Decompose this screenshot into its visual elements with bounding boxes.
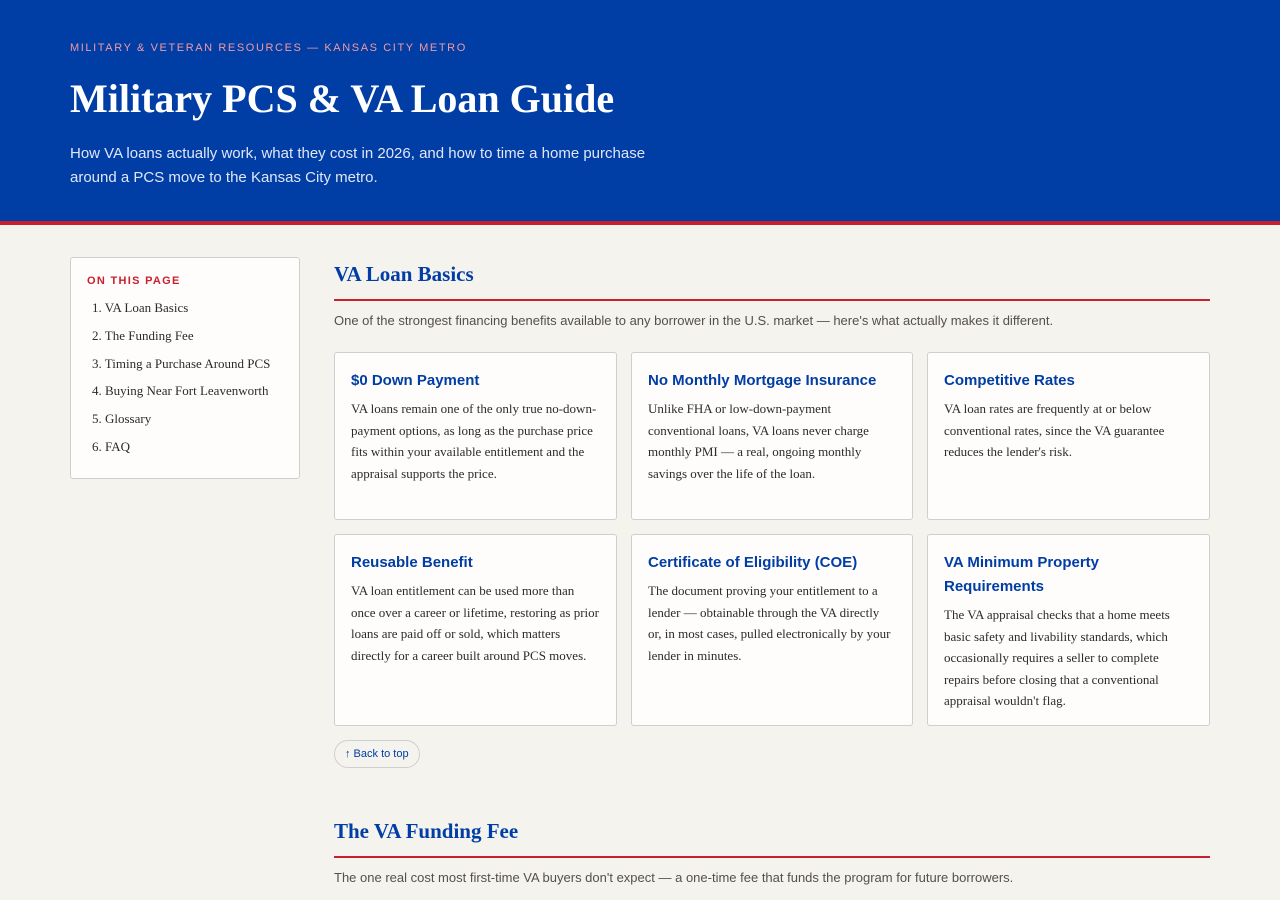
toc-link-timing-pcs[interactable]: 3. Timing a Purchase Around PCS — [92, 355, 271, 371]
section-divider — [334, 299, 1210, 301]
card-no-pmi — [631, 352, 913, 520]
card-body: The VA appraisal checks that a home meets basic safety and livability standards, which occasionally requires a seller to complete repairs before closing that a conventional appraisal wouldn't flag. — [944, 607, 1170, 709]
section-intro: The one real cost most first-time VA buyers don't expect — a one-time fee that funds the program for future borrowers. — [334, 870, 1014, 885]
card-title: VA Minimum Property Requirements — [944, 554, 1100, 595]
header-eyebrow: MILITARY & VETERAN RESOURCES — KANSAS CITY METRO — [70, 42, 467, 54]
card-property-requirements — [927, 534, 1210, 726]
page-header — [0, 0, 1280, 225]
card-title: $0 Down Payment — [351, 372, 480, 389]
table-of-contents — [70, 257, 300, 479]
card-reusable-benefit — [334, 534, 617, 726]
toc-link-faq[interactable]: 6. FAQ — [92, 438, 131, 454]
card-coe — [631, 534, 913, 726]
card-body: VA loan entitlement can be used more than once over a career or lifetime, restoring as prior loans are paid off or sold, which matters directly for a career built around PCS moves. — [351, 583, 599, 663]
toc-link-va-loan-basics[interactable]: 1. VA Loan Basics — [92, 300, 189, 315]
page-title: Military PCS & VA Loan Guide — [70, 76, 615, 121]
card-title: No Monthly Mortgage Insurance — [648, 372, 877, 389]
card-body: VA loan rates are frequently at or below conventional rates, since the VA guarantee reduces the lender's risk. — [944, 401, 1165, 460]
section-title-funding-fee: The VA Funding Fee — [334, 819, 519, 843]
section-divider — [334, 856, 1210, 858]
card-title: Competitive Rates — [944, 372, 1075, 389]
card-body: The document proving your entitlement to a lender — obtainable through the VA directly or, in most cases, pulled electronically by your lender in minutes. — [648, 583, 891, 663]
card-body: Unlike FHA or low-down-payment conventional loans, VA loans never charge monthly PMI — a real, ongoing monthly savings over the life of the loan. — [648, 401, 869, 481]
toc-link-funding-fee[interactable]: 2. The Funding Fee — [92, 327, 194, 343]
section-title-va-loan-basics: VA Loan Basics — [334, 262, 474, 286]
back-to-top-button[interactable]: ↑ Back to top — [334, 740, 420, 768]
card-title: Reusable Benefit — [351, 554, 473, 571]
toc-link-glossary[interactable]: 5. Glossary — [92, 411, 152, 427]
card-body: VA loans remain one of the only true no-down-payment options, as long as the purchase price fits within your available entitlement and the appraisal supports the price. — [351, 401, 597, 481]
toc-title: ON THIS PAGE — [87, 275, 181, 287]
toc-link-fort-leavenworth[interactable]: 4. Buying Near Fort Leavenworth — [92, 383, 269, 399]
toc-list — [92, 296, 270, 463]
card-competitive-rates — [927, 352, 1210, 520]
section-intro: One of the strongest financing benefits available to any borrower in the U.S. market — here's what actually makes it different. — [334, 313, 1054, 328]
card-zero-down — [334, 352, 617, 520]
card-title: Certificate of Eligibility (COE) — [648, 554, 858, 571]
page-subtitle: How VA loans actually work, what they cost in 2026, and how to time a home purchase around a PCS move to the Kansas City metro. — [70, 145, 646, 186]
